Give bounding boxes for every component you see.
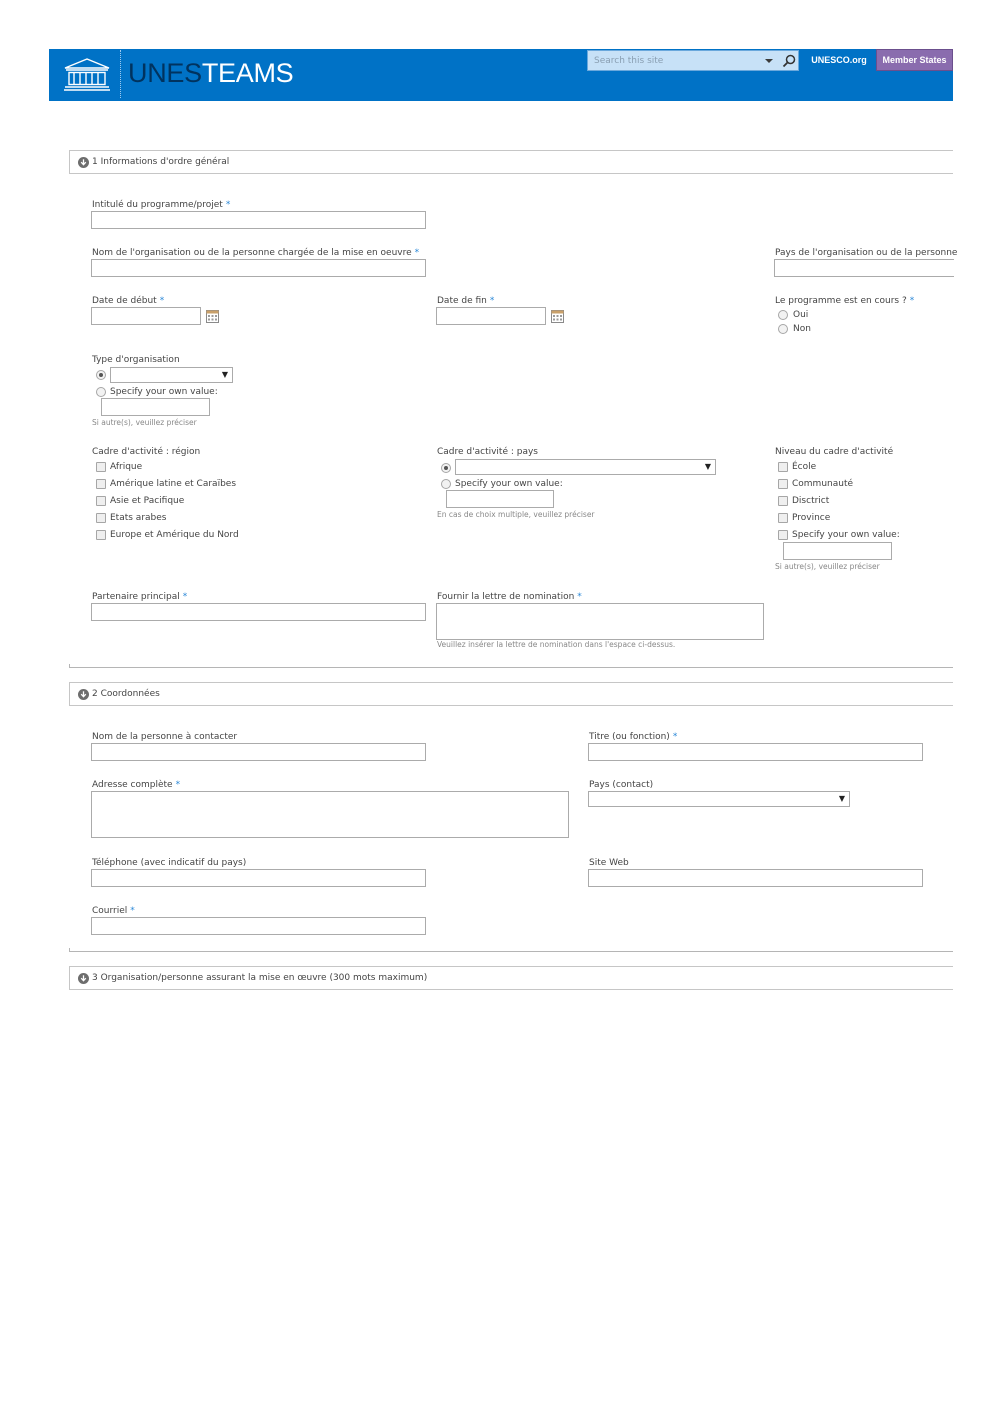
org-type-select[interactable] bbox=[110, 367, 233, 383]
region-option[interactable]: Amérique latine et Caraïbes bbox=[110, 479, 237, 489]
ongoing-yes-radio[interactable] bbox=[778, 310, 788, 320]
contact-person-field[interactable] bbox=[91, 743, 426, 761]
region-checkbox[interactable] bbox=[96, 496, 106, 506]
dropdown-arrow-icon: ▼ bbox=[704, 462, 711, 471]
expand-circle-icon bbox=[78, 157, 89, 168]
search-scope-dropdown-icon[interactable] bbox=[762, 55, 776, 67]
site-brand-title[interactable] bbox=[128, 57, 293, 89]
org-type-specify-label[interactable]: Specify your own value: bbox=[110, 387, 218, 397]
region-checkbox[interactable] bbox=[96, 462, 106, 472]
region-checkbox[interactable] bbox=[96, 530, 106, 540]
label-text: Titre (ou fonction) bbox=[589, 732, 670, 742]
unesco-logo-icon[interactable] bbox=[62, 56, 112, 96]
nomination-hint: Veuillez insérer la lettre de nomination dans l'espace ci-dessus. bbox=[437, 640, 676, 649]
expand-circle-icon bbox=[78, 689, 89, 700]
brand-part-1: UNES bbox=[128, 58, 202, 88]
end-date-field[interactable] bbox=[436, 307, 546, 325]
email-field[interactable] bbox=[91, 917, 426, 935]
level-option[interactable]: Province bbox=[792, 513, 831, 523]
org-country-field[interactable] bbox=[774, 259, 954, 277]
label-text: Partenaire principal bbox=[92, 592, 180, 602]
address-textarea[interactable] bbox=[91, 791, 569, 838]
level-hint: Si autre(s), veuillez préciser bbox=[775, 562, 880, 571]
email-label bbox=[92, 905, 135, 917]
required-marker: * bbox=[225, 200, 231, 210]
org-type-specify-radio[interactable] bbox=[96, 387, 106, 397]
contact-person-label: Nom de la personne à contacter bbox=[92, 732, 238, 742]
label-text: Date de début bbox=[92, 296, 157, 306]
brand-part-2: TEAMS bbox=[201, 58, 294, 88]
program-title-field[interactable] bbox=[91, 211, 426, 229]
region-option[interactable]: Europe et Amérique du Nord bbox=[110, 530, 239, 540]
search-icon[interactable] bbox=[781, 53, 797, 69]
required-marker: * bbox=[909, 296, 915, 306]
nomination-textarea[interactable] bbox=[436, 603, 764, 640]
level-specify-field[interactable] bbox=[783, 542, 892, 560]
region-label: Cadre d'activité : région bbox=[92, 447, 201, 457]
contact-title-label bbox=[589, 731, 677, 743]
label-text: Adresse complète bbox=[92, 780, 173, 790]
site-search-box bbox=[587, 50, 799, 71]
unesco-org-link[interactable]: UNESCO.org bbox=[811, 55, 867, 65]
end-date-label bbox=[437, 295, 494, 307]
level-option[interactable]: Specify your own value: bbox=[792, 530, 900, 540]
nomination-label bbox=[437, 591, 582, 603]
activity-country-label: Cadre d'activité : pays bbox=[437, 447, 538, 457]
level-option[interactable]: École bbox=[792, 462, 817, 472]
section-header-implementer[interactable] bbox=[69, 966, 953, 990]
label-text: Date de fin bbox=[437, 296, 487, 306]
org-name-field[interactable] bbox=[91, 259, 426, 277]
section-header-contact[interactable] bbox=[69, 682, 953, 706]
required-marker: * bbox=[489, 296, 495, 306]
section-header-general[interactable] bbox=[69, 150, 953, 174]
org-name-label bbox=[92, 247, 419, 259]
level-checkbox[interactable] bbox=[778, 530, 788, 540]
level-option[interactable]: Communauté bbox=[792, 479, 854, 489]
section-title: 3 Organisation/personne assurant la mise en œuvre (300 mots maximum) bbox=[92, 973, 428, 983]
activity-country-select[interactable] bbox=[455, 459, 716, 475]
search-input[interactable] bbox=[588, 51, 758, 70]
required-marker: * bbox=[182, 592, 188, 602]
required-marker: * bbox=[130, 906, 135, 916]
ongoing-label bbox=[775, 295, 914, 307]
ongoing-yes-label[interactable]: Oui bbox=[793, 310, 809, 320]
activity-country-specify-radio[interactable] bbox=[441, 479, 451, 489]
region-checkbox[interactable] bbox=[96, 479, 106, 489]
section-divider bbox=[69, 667, 953, 668]
activity-country-hint: En cas de choix multiple, veuillez préciser bbox=[437, 510, 595, 519]
required-marker: * bbox=[159, 296, 165, 306]
partner-field[interactable] bbox=[91, 603, 426, 621]
level-checkbox[interactable] bbox=[778, 513, 788, 523]
org-type-choice-radio[interactable] bbox=[96, 370, 106, 380]
region-option[interactable]: Asie et Pacifique bbox=[110, 496, 185, 506]
partner-label bbox=[92, 591, 187, 603]
member-states-button[interactable]: Member States bbox=[876, 49, 953, 71]
contact-country-label: Pays (contact) bbox=[589, 780, 654, 790]
expand-circle-icon bbox=[78, 973, 89, 984]
region-option[interactable]: Etats arabes bbox=[110, 513, 167, 523]
website-field[interactable] bbox=[588, 869, 923, 887]
dropdown-arrow-icon: ▼ bbox=[838, 794, 845, 803]
label-text: Courriel bbox=[92, 906, 128, 916]
level-checkbox[interactable] bbox=[778, 496, 788, 506]
label-text: Intitulé du programme/projet bbox=[92, 200, 223, 210]
program-title-label bbox=[92, 199, 230, 211]
required-marker: * bbox=[414, 248, 420, 258]
label-text: Le programme est en cours ? bbox=[775, 296, 907, 306]
phone-field[interactable] bbox=[91, 869, 426, 887]
level-checkbox[interactable] bbox=[778, 462, 788, 472]
ongoing-no-radio[interactable] bbox=[778, 324, 788, 334]
ongoing-no-label[interactable]: Non bbox=[793, 324, 811, 334]
website-label: Site Web bbox=[589, 858, 629, 868]
logo-separator bbox=[120, 50, 121, 98]
contact-title-field[interactable] bbox=[588, 743, 923, 761]
address-label bbox=[92, 779, 180, 791]
required-marker: * bbox=[672, 732, 678, 742]
phone-label: Téléphone (avec indicatif du pays) bbox=[92, 858, 247, 868]
start-date-field[interactable] bbox=[91, 307, 201, 325]
calendar-icon[interactable] bbox=[206, 310, 219, 323]
activity-country-specify-field[interactable] bbox=[446, 490, 554, 508]
org-country-label: Pays de l'organisation ou de la personne bbox=[775, 248, 958, 258]
org-type-specify-field[interactable] bbox=[101, 398, 210, 416]
section-title: 2 Coordonnées bbox=[92, 689, 160, 699]
required-marker: * bbox=[577, 592, 582, 602]
activity-country-specify-label[interactable]: Specify your own value: bbox=[455, 479, 563, 489]
level-option[interactable]: Disctrict bbox=[792, 496, 830, 506]
start-date-label bbox=[92, 295, 164, 307]
org-type-label: Type d'organisation bbox=[92, 355, 180, 365]
section-divider bbox=[69, 951, 953, 952]
label-text: Nom de l'organisation ou de la personne chargée de la mise en oeuvre bbox=[92, 248, 412, 258]
calendar-icon[interactable] bbox=[551, 310, 564, 323]
required-marker: * bbox=[175, 780, 181, 790]
org-type-hint: Si autre(s), veuillez préciser bbox=[92, 418, 197, 427]
section-title: 1 Informations d'ordre général bbox=[92, 157, 230, 167]
dropdown-arrow-icon: ▼ bbox=[221, 370, 228, 379]
region-option[interactable]: Afrique bbox=[110, 462, 143, 472]
level-checkbox[interactable] bbox=[778, 479, 788, 489]
contact-country-select[interactable] bbox=[588, 791, 850, 807]
label-text: Fournir la lettre de nomination bbox=[437, 592, 575, 602]
region-checkbox[interactable] bbox=[96, 513, 106, 523]
activity-level-label: Niveau du cadre d'activité bbox=[775, 447, 894, 457]
activity-country-choice-radio[interactable] bbox=[441, 463, 451, 473]
